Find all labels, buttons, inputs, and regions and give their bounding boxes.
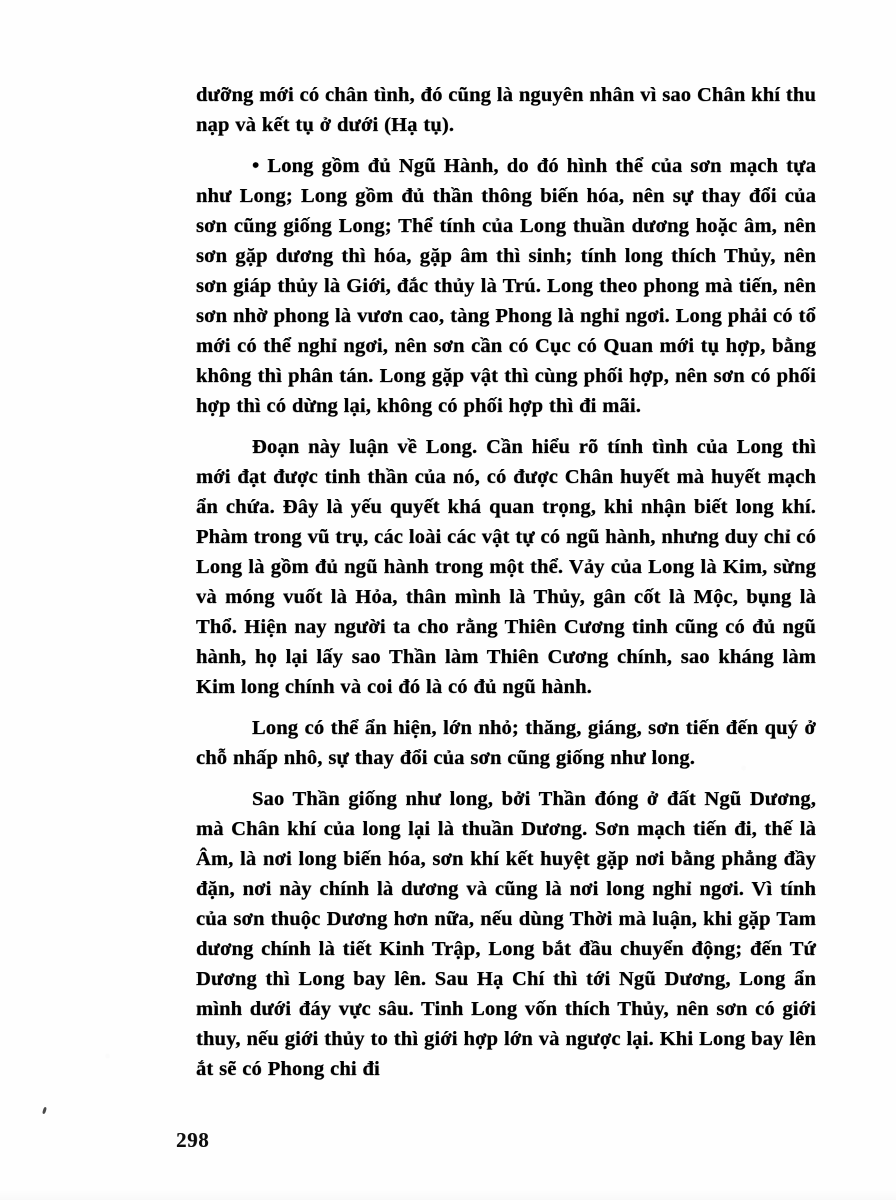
bullet-marker: • xyxy=(252,155,268,177)
page-number: 298 xyxy=(176,1128,210,1152)
paragraph-2-bulleted xyxy=(196,151,816,421)
paragraph-5: Sao Thần giống như long, bởi Thần đóng ở đất Ngũ Dương, mà Chân khí của long lại là thuần Dương. Sơn mạch tiến đi, thế là Âm, là nơi long biến hóa, sơn khí kết huyệt gặp nơi bằng phẳng đầy đặn, nơi này chính là dương và cũng là nơi long nghỉ ngơi. Vì tính của sơn thuộc Dương hơn nữa, nếu dùng Thời mà luận, khi gặp Tam dương chính là tiết Kinh Trập, Long bắt đầu chuyển động; đến Tứ Dương thì Long bay lên. Sau Hạ Chí thì tới Ngũ Dương, Long ẩn mình dưới đáy vực sâu. Tinh Long vốn thích Thủy, nên sơn có giới thuy, nếu giới thủy to thì giới hợp lớn và ngược lại. Khi Long bay lên ắt sẽ có Phong chi đi xyxy=(196,788,816,1080)
paragraph-1: dưỡng mới có chân tình, đó cũng là nguyên nhân vì sao Chân khí thu nạp và kết tụ ở dưới (Hạ tụ). xyxy=(196,84,816,136)
paragraph-4: Long có thể ẩn hiện, lớn nhỏ; thăng, giáng, sơn tiến đến quý ở chỗ nhấp nhô, sự thay đổi của sơn cũng giống như long. xyxy=(196,717,816,769)
scan-speck-artifact xyxy=(42,1107,47,1115)
scan-edge-noise xyxy=(0,1190,896,1200)
paragraph-3: Đoạn này luận về Long. Cần hiểu rõ tính tình của Long thì mới đạt được tinh thần của nó, có được Chân huyết mà huyết mạch ẩn chứa. Đây là yếu quyết khá quan trọng, khi nhận biết long khí. Phàm trong vũ trụ, các loài các vật tự có ngũ hành, nhưng duy chỉ có Long là gồm đủ ngũ hành trong một thể. Vảy của Long là Kim, sừng và móng vuốt là Hỏa, thân mình là Thủy, gân cốt là Mộc, bụng là Thổ. Hiện nay người ta cho rằng Thiên Cương tinh cũng có đủ ngũ hành, họ lại lấy sao Thần làm Thiên Cương chính, sao kháng làm Kim long chính và coi đó là có đủ ngũ hành. xyxy=(196,436,816,698)
body-text-block xyxy=(196,80,816,1084)
paragraph-2-text: Long gồm đủ Ngũ Hành, do đó hình thể của sơn mạch tựa như Long; Long gồm đủ thần thông biến hóa, nên sự thay đổi của sơn cũng giống Long; Thể tính của Long thuần dương hoặc âm, nên sơn gặp dương thì hóa, gặp âm thì sinh; tính long thích Thủy, nên sơn giáp thủy là Giới, đắc thủy là Trú. Long theo phong mà tiến, nên sơn nhờ phong là vươn cao, tàng Phong là nghỉ ngơi. Long phải có tổ mới có thể nghỉ ngơi, nên sơn cần có Cục có Quan mới tụ hợp, bằng không thì phân tán. Long gặp vật thì cùng phối hợp, nên sơn có phối hợp thì có dừng lại, không có phối hợp thì đi mãi. xyxy=(196,155,816,417)
